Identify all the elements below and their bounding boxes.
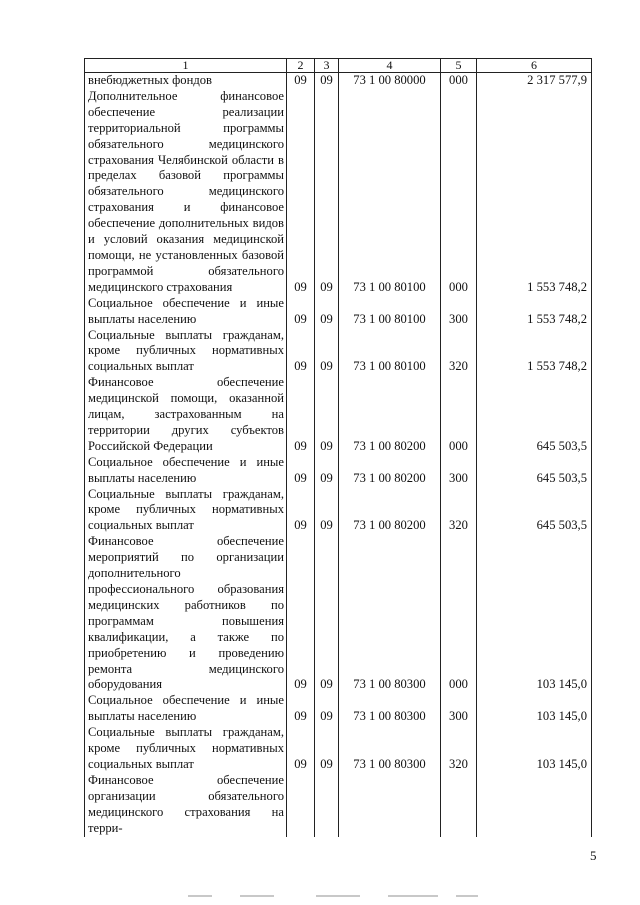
row-code-3: 09 <box>315 73 339 89</box>
row-description: Социальные выплаты гражданам, кроме публичных нормативных социальных выплат <box>85 725 287 773</box>
row-code-3: 09 <box>315 328 339 376</box>
row-code-5: 300 <box>441 455 477 487</box>
row-code-2: 09 <box>287 455 315 487</box>
row-code-5: 300 <box>441 693 477 725</box>
page-number: 5 <box>590 848 597 863</box>
row-amount: 1 553 748,2 <box>477 328 592 376</box>
row-code-2: 09 <box>287 693 315 725</box>
row-description: Социальное обеспечение и иные выплаты населению <box>85 296 287 328</box>
row-code-4 <box>339 773 441 837</box>
table-row <box>85 773 592 837</box>
row-description: Социальные выплаты гражданам, кроме публичных нормативных социальных выплат <box>85 328 287 376</box>
row-code-5: 000 <box>441 73 477 89</box>
table-row <box>85 73 592 89</box>
row-code-2: 09 <box>287 487 315 535</box>
row-code-4: 73 1 00 80100 <box>339 296 441 328</box>
row-code-5: 320 <box>441 328 477 376</box>
row-description: Социальное обеспечение и иные выплаты населению <box>85 693 287 725</box>
row-code-4: 73 1 00 80300 <box>339 693 441 725</box>
table-row <box>85 296 592 328</box>
row-code-4: 73 1 00 80100 <box>339 89 441 296</box>
table-row <box>85 693 592 725</box>
row-code-3: 09 <box>315 693 339 725</box>
row-code-2 <box>287 773 315 837</box>
row-code-2: 09 <box>287 73 315 89</box>
row-amount: 1 553 748,2 <box>477 89 592 296</box>
table-header-row <box>85 59 592 73</box>
row-code-3: 09 <box>315 375 339 455</box>
row-code-4: 73 1 00 80100 <box>339 328 441 376</box>
row-code-2: 09 <box>287 328 315 376</box>
row-code-2: 09 <box>287 89 315 296</box>
row-code-5: 320 <box>441 725 477 773</box>
row-amount: 645 503,5 <box>477 487 592 535</box>
row-code-3 <box>315 773 339 837</box>
row-code-3: 09 <box>315 455 339 487</box>
row-code-5: 300 <box>441 296 477 328</box>
row-description: Социальное обеспечение и иные выплаты населению <box>85 455 287 487</box>
row-code-3: 09 <box>315 296 339 328</box>
row-code-5: 000 <box>441 534 477 693</box>
row-code-3: 09 <box>315 487 339 535</box>
column-header-6: 6 <box>477 59 592 73</box>
row-description: Финансовое обеспечение организации обязательного медицинского страхования на терри- <box>85 773 287 837</box>
table-row <box>85 725 592 773</box>
column-header-2: 2 <box>287 59 315 73</box>
row-code-2: 09 <box>287 725 315 773</box>
row-amount: 1 553 748,2 <box>477 296 592 328</box>
table-row <box>85 89 592 296</box>
row-amount: 103 145,0 <box>477 725 592 773</box>
row-code-4: 73 1 00 80300 <box>339 534 441 693</box>
table-row <box>85 328 592 376</box>
column-header-3: 3 <box>315 59 339 73</box>
row-code-3: 09 <box>315 89 339 296</box>
row-code-5: 000 <box>441 375 477 455</box>
table-row <box>85 534 592 693</box>
row-code-2: 09 <box>287 375 315 455</box>
column-header-5: 5 <box>441 59 477 73</box>
row-code-4: 73 1 00 80200 <box>339 487 441 535</box>
table-row <box>85 455 592 487</box>
row-code-2: 09 <box>287 296 315 328</box>
row-amount: 2 317 577,9 <box>477 73 592 89</box>
row-amount: 645 503,5 <box>477 375 592 455</box>
scan-artifact-marks <box>188 893 488 899</box>
row-description: Финансовое обеспечение медицинской помощи, оказанной лицам, застрахованным на территории других субъектов Российской Федерации <box>85 375 287 455</box>
row-amount <box>477 773 592 837</box>
row-code-3: 09 <box>315 534 339 693</box>
row-code-4: 73 1 00 80000 <box>339 73 441 89</box>
row-description: Социальные выплаты гражданам, кроме публичных нормативных социальных выплат <box>85 487 287 535</box>
row-code-5 <box>441 773 477 837</box>
row-description: внебюджетных фондов <box>85 73 287 89</box>
budget-table <box>84 58 592 837</box>
row-description: Дополнительное финансовое обеспечение реализации территориальной программы обязательного медицинского страхования Челябинской области в пределах базовой программы обязательного медицинского страхования и финансовое обеспечение дополнительных видов и условий оказания медицинской помощи, не установленных базовой программой обязательного медицинского страхования <box>85 89 287 296</box>
table-row <box>85 375 592 455</box>
row-amount: 103 145,0 <box>477 693 592 725</box>
column-header-4: 4 <box>339 59 441 73</box>
row-code-5: 320 <box>441 487 477 535</box>
row-code-4: 73 1 00 80300 <box>339 725 441 773</box>
row-code-4: 73 1 00 80200 <box>339 375 441 455</box>
row-code-3: 09 <box>315 725 339 773</box>
row-amount: 645 503,5 <box>477 455 592 487</box>
table-row <box>85 487 592 535</box>
row-amount: 103 145,0 <box>477 534 592 693</box>
row-code-2: 09 <box>287 534 315 693</box>
column-header-1: 1 <box>85 59 287 73</box>
row-code-5: 000 <box>441 89 477 296</box>
row-description: Финансовое обеспечение мероприятий по организации дополнительного профессионального образования медицинских работников по программам повышения квалификации, а также по приобретению и проведению ремонта медицинского оборудования <box>85 534 287 693</box>
row-code-4: 73 1 00 80200 <box>339 455 441 487</box>
